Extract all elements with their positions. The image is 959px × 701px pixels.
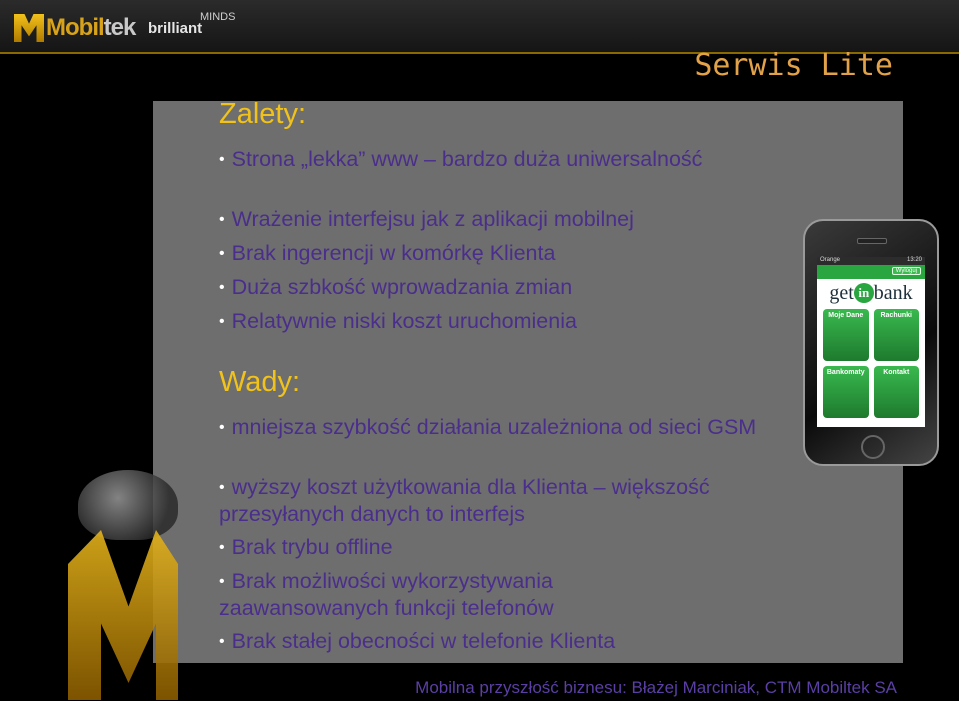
tile-rachunki: Rachunki [874,309,920,361]
diamond-m-decoration [60,470,180,700]
bullet-icon: • [219,633,225,650]
speaker-icon [857,238,887,244]
bullet-icon: • [219,573,225,590]
time-label: 13:20 [906,257,922,263]
advantages-heading: Zalety: [219,98,307,130]
bullet-icon: • [219,313,225,330]
tile-bankomaty: Bankomaty [823,366,869,418]
bullet-icon: • [219,479,225,496]
list-item: • Brak możliwości wykorzystywania zaawansowanych funkcji telefonów [219,569,554,620]
iphone-illustration [803,219,939,466]
bullet-icon: • [219,419,225,436]
golden-m-icon [68,530,178,700]
brand-secondary-super: MINDS [200,11,236,23]
header-bar [0,0,959,54]
mobiltek-logo [14,10,135,42]
list-item: • Wrażenie interfejsu jak z aplikacji mobilnej [219,207,634,231]
bullet-icon: • [219,279,225,296]
bullet-icon: • [219,245,225,262]
bullet-icon: • [219,151,225,168]
getinbank-logo: get in bank [829,282,913,304]
disadvantages-heading: Wady: [219,366,301,398]
list-item: • Brak ingerencji w komórkę Klienta [219,241,556,265]
list-item: • Strona „lekka” www – bardzo duża uniwersalność [219,147,703,171]
tile-moje-dane: Moje Dane [823,309,869,361]
logo-main: Mobil [46,14,104,41]
list-item: • wyższy koszt użytkowania dla Klienta – większość przesyłanych danych to interfejs [219,475,710,526]
home-button-icon [861,435,885,459]
tile-kontakt: Kontakt [874,366,920,418]
list-item: • Relatywnie niski koszt uruchomienia [219,309,577,333]
app-tiles [817,305,925,422]
mobiltek-m-icon [14,14,44,42]
bullet-icon: • [219,539,225,556]
carrier-label: Orange [820,257,841,263]
brilliant-minds-logo [148,11,236,37]
list-item: • mniejsza szybkość działania uzależniona od sieci GSM [219,415,757,439]
logo-suffix: tek [103,14,136,41]
logout-button: Wyloguj [892,267,921,275]
diamond-icon [78,470,178,540]
list-item: • Brak trybu offline [219,535,393,559]
phone-status-bar [817,257,925,265]
app-header [817,265,925,279]
list-item: • Duża szbkość wprowadzania zmian [219,275,573,299]
brand-secondary: brilliant [148,20,203,37]
slide-title: Serwis Lite [694,48,893,83]
phone-screen [817,257,925,427]
bullet-icon: • [219,211,225,228]
list-item: • Brak stałej obecności w telefonie Klienta [219,629,616,653]
footer-text: Mobilna przyszłość biznesu: Błażej Marciniak, CTM Mobiltek SA [415,678,897,697]
